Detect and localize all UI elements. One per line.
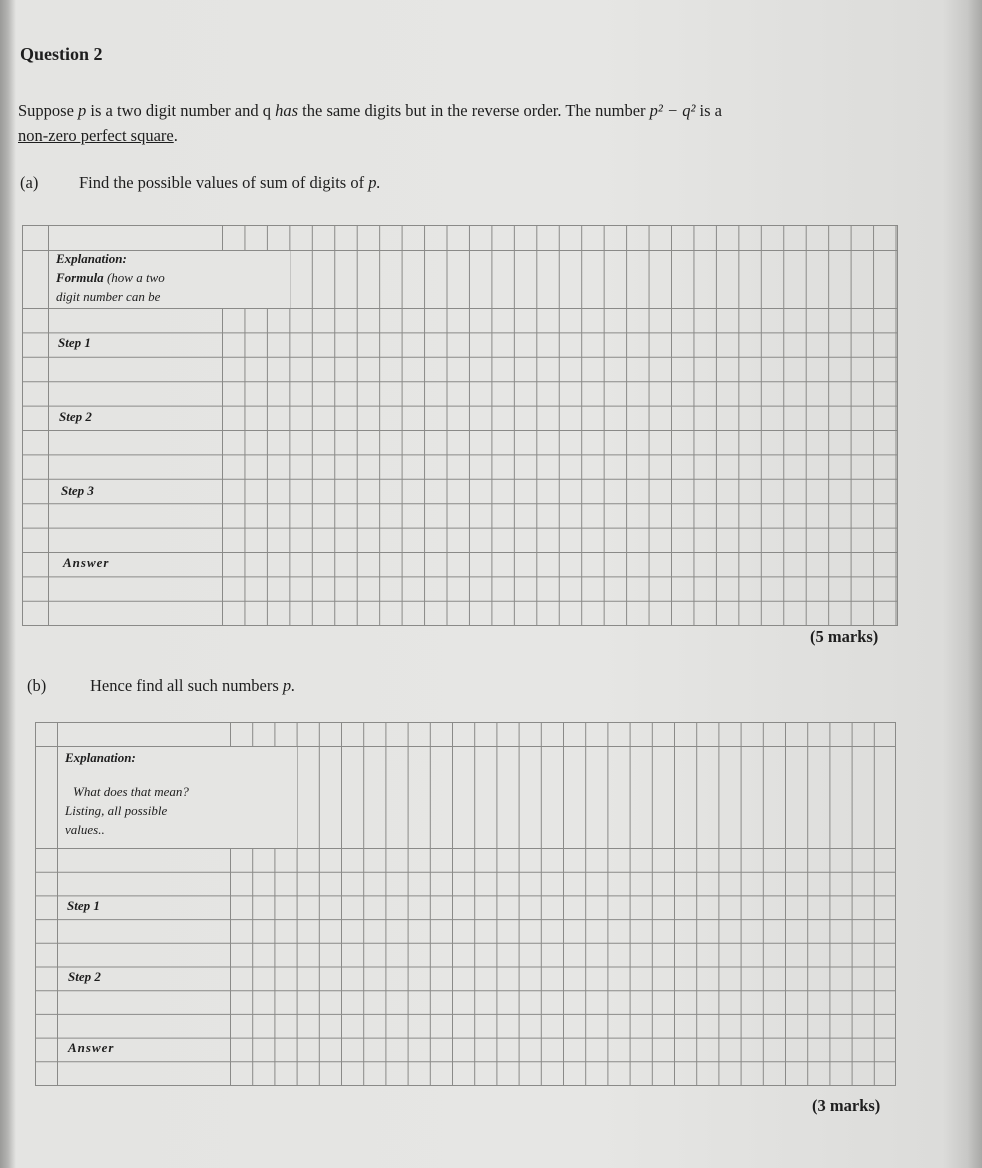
part-a-question	[79, 173, 381, 193]
explanation-label	[56, 249, 165, 306]
explanation-text: What does that mean?	[73, 784, 189, 799]
answer-label: Answer	[68, 1040, 115, 1055]
explanation-text: digit number can be	[56, 289, 161, 304]
explanation-title: Explanation:	[65, 750, 136, 765]
stem-underlined: non-zero perfect square	[18, 126, 174, 145]
part-b-marks: (3 marks)	[812, 1096, 881, 1115]
part-b-label: (b)	[27, 676, 47, 695]
stem-text: the same digits but in the reverse order. The number	[298, 101, 650, 120]
step-1-label: Step 1	[58, 335, 91, 350]
part-a-marks: (5 marks)	[810, 627, 879, 646]
stem-var-p: p	[78, 101, 87, 120]
part-a-text: Find the possible values of sum of digits of	[79, 173, 369, 192]
part-b-var: p.	[282, 676, 296, 695]
stem-text: Suppose	[18, 101, 79, 120]
step-2-label: Step 2	[68, 969, 101, 984]
question-title: Question 2	[20, 44, 103, 64]
stem-expression: p² − q²	[649, 101, 696, 120]
explanation-text: (how a two	[103, 270, 165, 285]
stem-has: has	[275, 101, 299, 120]
stem-text: is a	[695, 101, 723, 120]
merged-cell	[58, 723, 230, 746]
step-1-label: Step 1	[67, 898, 100, 913]
merged-cell	[49, 226, 222, 250]
part-a-var: p.	[368, 173, 381, 192]
step-3-label: Step 3	[61, 483, 94, 498]
explanation-body	[65, 782, 189, 839]
explanation-text: values..	[65, 822, 105, 837]
answer-grid-a[interactable]	[22, 225, 898, 626]
formula-label: Formula	[56, 270, 104, 285]
part-b-question	[90, 676, 295, 696]
stem-text: .	[173, 126, 178, 145]
part-a-label: (a)	[20, 173, 39, 192]
explanation-text: Listing, all possible	[65, 803, 168, 818]
explanation-title: Explanation:	[56, 251, 127, 266]
part-b-text: Hence find all such numbers	[90, 676, 283, 695]
stem-text: is a two digit number and q	[86, 101, 276, 120]
question-stem	[18, 98, 918, 148]
answer-grid-b[interactable]	[35, 722, 896, 1086]
step-2-label: Step 2	[59, 409, 92, 424]
answer-label: Answer	[63, 555, 110, 570]
